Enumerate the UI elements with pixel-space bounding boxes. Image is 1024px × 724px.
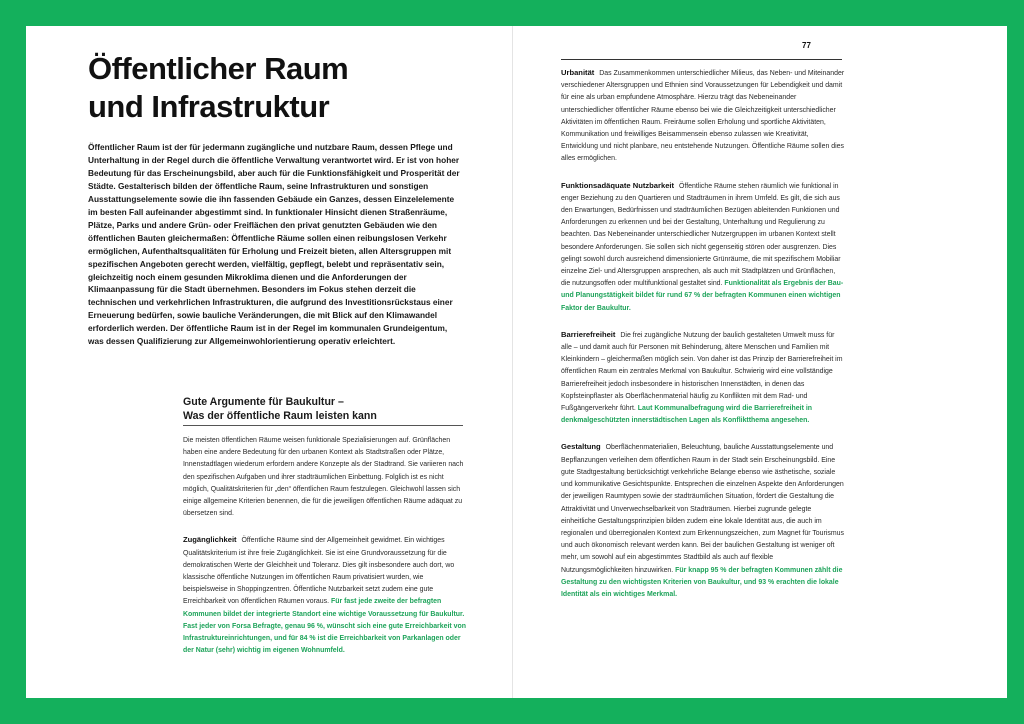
book-spread bbox=[26, 26, 1007, 698]
urbanity-paragraph bbox=[561, 67, 846, 166]
argument-box-title bbox=[183, 396, 463, 423]
urbanity-body: Das Zusammenkommen unterschiedlicher Milieus, das Neben- und Miteinander verschiedener Altersgruppen und Ethnien sind Voraussetzungen für Lebendigkeit und damit für eine als urban empfundene Atmosphäre. Hierzu trägt das Nebeneinander unterschiedlicher öffentlicher Räume ebenso bei wie die Gleichzeitigkeit unterschiedlicher Aktivitäten im öffentlichen Raum. Freiräume sollen Erholung und sportliche Aktivitäten, Kommunikation und freiwilliges Beisammensein ebenso zulassen wie Kreativität, Entwicklung und nicht planbare, neu entstehende Nutzungen. Öffentliche Räume sollen dies alles ermöglichen. bbox=[561, 70, 845, 163]
barrier-heading: Barrierefreiheit bbox=[561, 329, 616, 339]
access-paragraph bbox=[183, 534, 468, 657]
box-intro-paragraph: Die meisten öffentlichen Räume weisen funktionale Spezialisierungen auf. Grünflächen haben eine andere Bedeutung für den urbanen Kontext als Stadtstraßen oder Plätze, Innenstadtlagen wiederum erfordern andere Konzepte als der Stadtrand. Sie variieren nach den spezifischen Aufgaben und ihrer stadträumlichen Einbettung. Folglich ist es nicht möglich, Qualitätskriterien für „den“ öffentlichen Raum festzulegen. Gleichwohl lassen sich einige allgemeine Kriterien benennen, die für die jeweiligen öffentlichen Räume adäquat zu übersetzen sind. bbox=[183, 437, 464, 518]
page-spine bbox=[512, 26, 513, 698]
right-column bbox=[561, 67, 846, 601]
box-title-rule bbox=[183, 425, 463, 426]
function-paragraph bbox=[561, 180, 846, 315]
access-highlight: Für fast jede zweite der befragten Kommunen bildet der integrierte Standort eine wichtige Voraussetzung für Baukultur. Fast jeder von Forsa Befragte, genau 96 %, wünscht sich eine gute Erreichbarkeit von Infrastruktureinrichtungen, und für 84 % ist die Erreichbarkeit von Parkanlagen oder der Natur (sehr) wichtig im eigenen Wohnumfeld. bbox=[183, 598, 466, 655]
lead-paragraph: Öffentlicher Raum ist der für jedermann zugängliche und nutzbare Raum, dessen Pflege und Unterhaltung in der Regel durch die öffentliche Verwaltung verantwortet wird. Er ist von hoher Bedeutung für das Erscheinungsbild, aber auch für die Funktionsfähigkeit und Prosperität der Städte. Gestalterisch bilden der öffentliche Raum, seine Infrastrukturen und sonstigen Ausstattungselemente sowie die ihn fassenden Gebäude ein Ganzes, dessen Einzelelemente im besten Fall aufeinander abgestimmt sind. In funktionaler Hinsicht dienen Straßenräume, Plätze, Parks und andere Grün- oder Freiflächen den privat genutzten Gebäuden wie den öffentlichen Bauten gleichermaßen: Öffentliche Räume sollen einen reibungslosen Verkehr ermöglichen, Aufenthaltsqualitäten für Erholung und Freizeit bieten, allen Altersgruppen mit spezifischen Angeboten gerecht werden, vielfältig, gepflegt, belebt und repräsentativ sein, gleichzeitig noch einem gesunden Mikroklima dienen und die Anforderungen der Klimaanpassung für die Stadt übernehmen. Besonders im Fokus stehen derzeit die technischen und verkehrlichen Infrastrukturen, die aufgrund des Investitionsrückstaus einer Erneuerung bedürfen, sowie bauliche Veränderungen, die mit Blick auf den Klimawandel erforderlich werden. Der öffentliche Raum ist in der Regel im kommunalen Grundeigentum, was dessen Qualifizierung zur Allgemeinwohlorientierung operativ erleichtert. bbox=[88, 142, 460, 347]
box-title-line-2: Was der öffentliche Raum leisten kann bbox=[183, 409, 377, 422]
title-line-1: Öffentlicher Raum bbox=[88, 51, 349, 86]
header-rule bbox=[561, 59, 842, 60]
box-title-line-1: Gute Argumente für Baukultur – bbox=[183, 396, 344, 408]
urbanity-heading: Urbanität bbox=[561, 68, 595, 77]
function-heading: Funktionsadäquate Nutzbarkeit bbox=[561, 180, 675, 190]
barrier-body: Die frei zugängliche Nutzung der baulich gestalteten Umwelt muss für alle – und damit auch für Personen mit Behinderung, ältere Menschen und Familien mit Kleinkindern – gleichermaßen möglich sein. Von daher ist das Prinzip der Barrierefreiheit im öffentlichen Raum ein zentrales Merkmal von Baukultur. Schwierig wird eine vollständige Barrierefreiheit jedoch insbesondere in historischen Innenstädten, in denen das Kopfsteinpflaster als Oberflächenmaterial häufig zu Konflikten mit dem Rad- und Fußgängerverkehr führt. bbox=[561, 331, 843, 413]
barrier-paragraph bbox=[561, 329, 846, 428]
access-heading: Zugänglichkeit bbox=[183, 535, 237, 545]
design-highlight: Für knapp 95 % der befragten Kommunen zählt die Gestaltung zu den wichtigsten Kriterien von Baukultur, und 93 % erachten die lokale Identität als ein wichtiges Merkmal. bbox=[561, 566, 843, 598]
function-body: Öffentliche Räume stehen räumlich wie funktional in enger Beziehung zu den Quartieren und Stadträumen in ihrem Umfeld. Es gilt, die sich aus den Erwartungen, Bedürfnissen und stadträumlichen Bezügen ableitenden Funktionen und Anforderungen zu erkennen und bei der Gestaltung, Unterhaltung und Regulierung zu beachten. Das Nebeneinander unterschiedlicher Nutzergruppen im urbanen Kontext stellt besondere Anforderungen. Sie sollen sich nicht gegenseitig stören oder ausgrenzen. Dies gelingt sowohl durch ausreichend dimensionierte Grünräume, die mit spezifischem Mobiliar einzelne Ziel- und Altersgruppen ansprechen, als auch mit Stadtplätzen und Grünflächen, die nutzungsoffen oder multifunktional gestaltet sind. bbox=[561, 182, 841, 288]
design-paragraph bbox=[561, 441, 846, 601]
page-number: 77 bbox=[802, 41, 811, 50]
function-highlight: Funktionalität als Ergebnis der Bau- und Planungstätigkeit bildet für rund 67 % der befragten Kommunen einen wichtigen Faktor der Baukultur. bbox=[561, 280, 844, 312]
design-heading: Gestaltung bbox=[561, 442, 601, 452]
access-body: Öffentliche Räume sind der Allgemeinheit gewidmet. Ein wichtiges Qualitätskriterium ist ihre freie Zugänglichkeit. Sie ist eine Grundvoraussetzung für die demokratischen Werte der Gleichheit und Toleranz. Dies gilt insbesondere auch dort, wo klassische öffentliche Nutzungen im öffentlichen Raum privatisiert wurden, wie beispielsweise in Shoppingzentren. Öffentliche Nutzbarkeit setzt zudem eine gute Erreichbarkeit von öffentlichen Räumen voraus. bbox=[183, 537, 455, 606]
left-column bbox=[183, 435, 468, 657]
design-body: Oberflächenmaterialien, Beleuchtung, bauliche Ausstattungselemente und Bepflanzungen verleihen dem öffentlichen Raum in der Stadt sein Erscheinungsbild. Eine gute Stadtgestaltung berücksichtigt verkehrliche Belange ebenso wie ästhetische, soziale und kommunikative Gesichtspunkte. Entsprechen die einzelnen Aspekte den Anforderungen der jeweiligen Raumtypen sowie der stadträumlichen Situation, fördert die Gestaltung die Attraktivität und Unverwechselbarkeit von Stadträumen. Hierbei zugrunde gelegte einheitliche Gestaltungsprinzipien bilden zudem eine lokale Identität aus, die auch im regionalen und überregionalen Kontext zum Erkennungszeichen, zum Magnet für Tourismus und auch ökonomisch relevant werden kann. Bei der baulichen Gestaltung ist weniger oft mehr, um sowohl auf ein abgestimmtes Stadtbild als auch auf flexible Nutzungsmöglichkeiten hinzuwirken. bbox=[561, 444, 844, 574]
title-line-2: und Infrastruktur bbox=[88, 89, 330, 124]
page-title bbox=[88, 50, 348, 126]
barrier-highlight: Laut Kommunalbefragung wird die Barrierefreiheit in denkmalgeschützten innerstädtischen Lagen als Konfliktthema angesehen. bbox=[561, 405, 812, 425]
